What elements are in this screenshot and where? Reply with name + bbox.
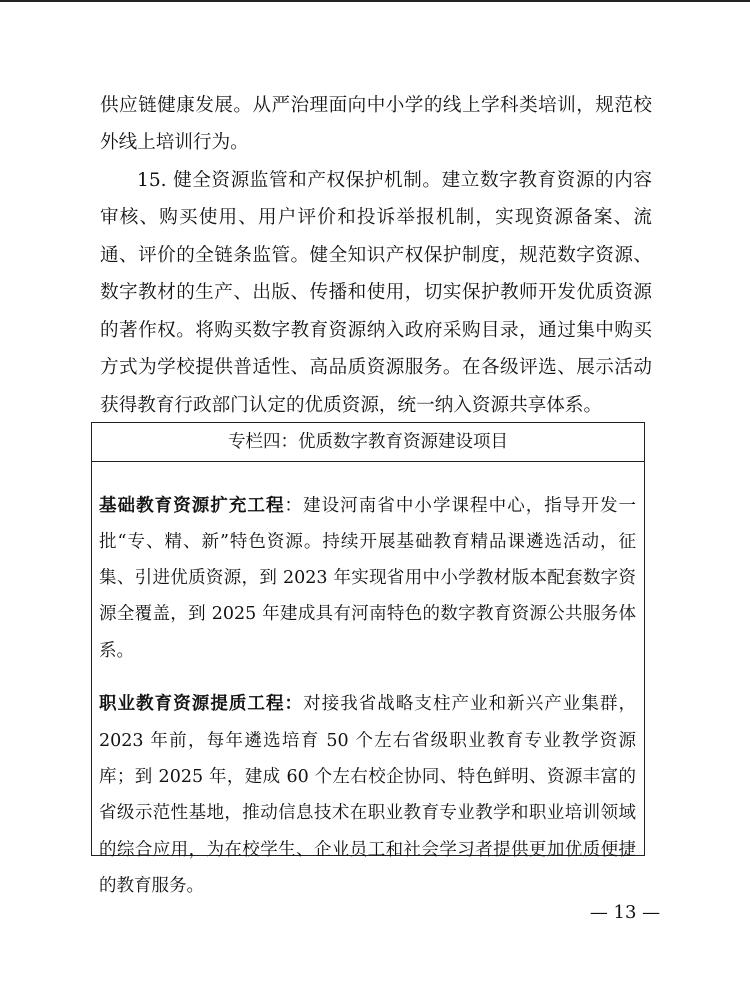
paragraph-2: 15. 健全资源监管和产权保护机制。建立数字教育资源的内容审核、购买使用、用户评价和投诉举报机制，实现资源备案、流通、评价的全链条监管。健全知识产权保护制度，规范数字资源、数字教材的生产、出版、传播和使用，切实保护教师开发优质资源的著作权。将购买数字教育资源纳入政府采购目录，通过集中购买方式为学校提供普适性、高品质资源服务。在各级评选、展示活动获得教育行政部门认定的优质资源，统一纳入资源共享体系。 (100, 169, 652, 416)
entry-text: 对接我省战略支柱产业和新兴产业集群，2023 年前，每年遴选培育 50 个左右省级职业教育专业教学资源库；到 2025 年，建成 60 个左右校企协同、特色鲜明、资源丰富的省级示范性基地，推动信息技术在职业教育专业教学和职业培训领域的综合应用，为在校学生、企业员工和社会学习者提供更加优质便捷的教育服务。 (99, 694, 637, 896)
entry-text: ：建设河南省中小学课程中心，指导开发一批“专、精、新”特色资源。持续开展基础教育精品课遴选活动，征集、引进优质资源，到 2023 年实现省用中小学教材版本配套数字资源全覆盖，到 2025 年建成具有河南特色的数字教育资源公共服务体系。 (99, 495, 637, 661)
feature-box-title: 专栏四：优质数字教育资源建设项目 (92, 423, 644, 462)
entry-label: 职业教育资源提质工程： (99, 694, 304, 715)
feature-box (91, 422, 645, 896)
feature-box-body (92, 462, 644, 904)
paragraph-1: 供应链健康发展。从严治理面向中小学的线上学科类培训，规范校外线上培训行为。 (100, 94, 652, 154)
entry-basic-education (99, 488, 636, 669)
entry-vocational-education (99, 686, 636, 904)
top-border (0, 0, 750, 2)
page-number: — 13 — (589, 902, 661, 923)
entry-label: 基础教育资源扩充工程 (99, 495, 285, 516)
